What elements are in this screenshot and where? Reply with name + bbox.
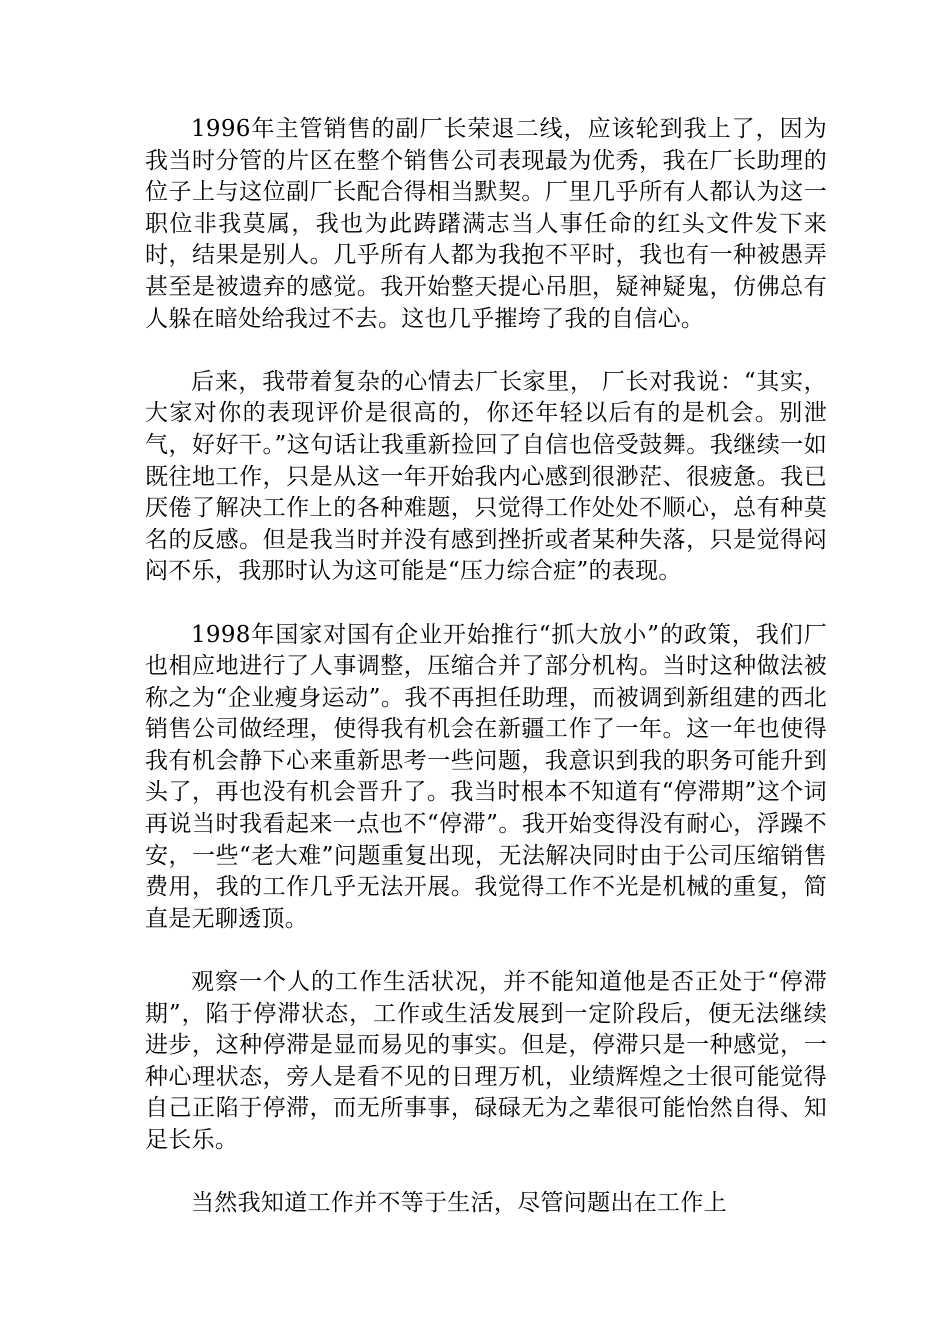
paragraph-4: 观察一个人的工作生活状况，并不能知道他是否正处于“停滞期”，陷于停滞状态，工作或生活发展到一定阶段后，便无法继续进步，这种停滞是显而易见的事实。但是，停滞只是一种感觉，一种心理状态，旁人是看不见的日理万机，业绩辉煌之士很可能觉得自己正陷于停滞，而无所事事，碌碌无为之辈很可能怡然自得、知足长乐。 [145,969,827,1153]
paragraph-5: 当然我知道工作并不等于生活，尽管问题出在工作上 [191,1190,727,1217]
paragraph-2: 后来，我带着复杂的心情去厂长家里， 厂长对我说：“其实，大家对你的表现评价是很高的，你还年轻以后有的是机会。别泄气，好好干。”这句话让我重新捡回了自信也倍受鼓舞。我继续一如既往地工作，只是从这一年开始我内心感到很渺茫、很疲惫。我已厌倦了解决工作上的各种难题，只觉得工作处处不顺心，总有种莫名的反感。但是我当时并没有感到挫折或者某种失落，只是觉得闷闷不乐，我那时认为这可能是“压力综合症”的表现。 [145,368,827,585]
document-page [145,114,827,1251]
paragraph-1: 1996年主管销售的副厂长荣退二线，应该轮到我上了，因为我当时分管的片区在整个销售公司表现最为优秀，我在厂长助理的位子上与这位副厂长配合得相当默契。厂里几乎所有人都认为这一职位非我莫属，我也为此踌躇满志当人事任命的红头文件发下来时，结果是别人。几乎所有人都为我抱不平时，我也有一种被愚弄甚至是被遗弃的感觉。我开始整天提心吊胆，疑神疑鬼，仿佛总有人躲在暗处给我过不去。这也几乎摧垮了我的自信心。 [145,116,827,332]
paragraph-3: 1998年国家对国有企业开始推行“抓大放小”的政策，我们厂也相应地进行了人事调整，压缩合并了部分机构。当时这种做法被称之为“企业瘦身运动”。我不再担任助理，而被调到新组建的西北销售公司做经理，使得我有机会在新疆工作了一年。这一年也使得我有机会静下心来重新思考一些问题，我意识到我的职务可能升到头了，再也没有机会晋升了。我当时根本不知道有“停滞期”这个词再说当时我看起来一点也不“停滞”。我开始变得没有耐心，浮躁不安，一些“老大难”问题重复出现，无法解决同时由于公司压缩销售费用，我的工作几乎无法开展。我觉得工作不光是机械的重复，简直是无聊透顶。 [145,621,827,932]
